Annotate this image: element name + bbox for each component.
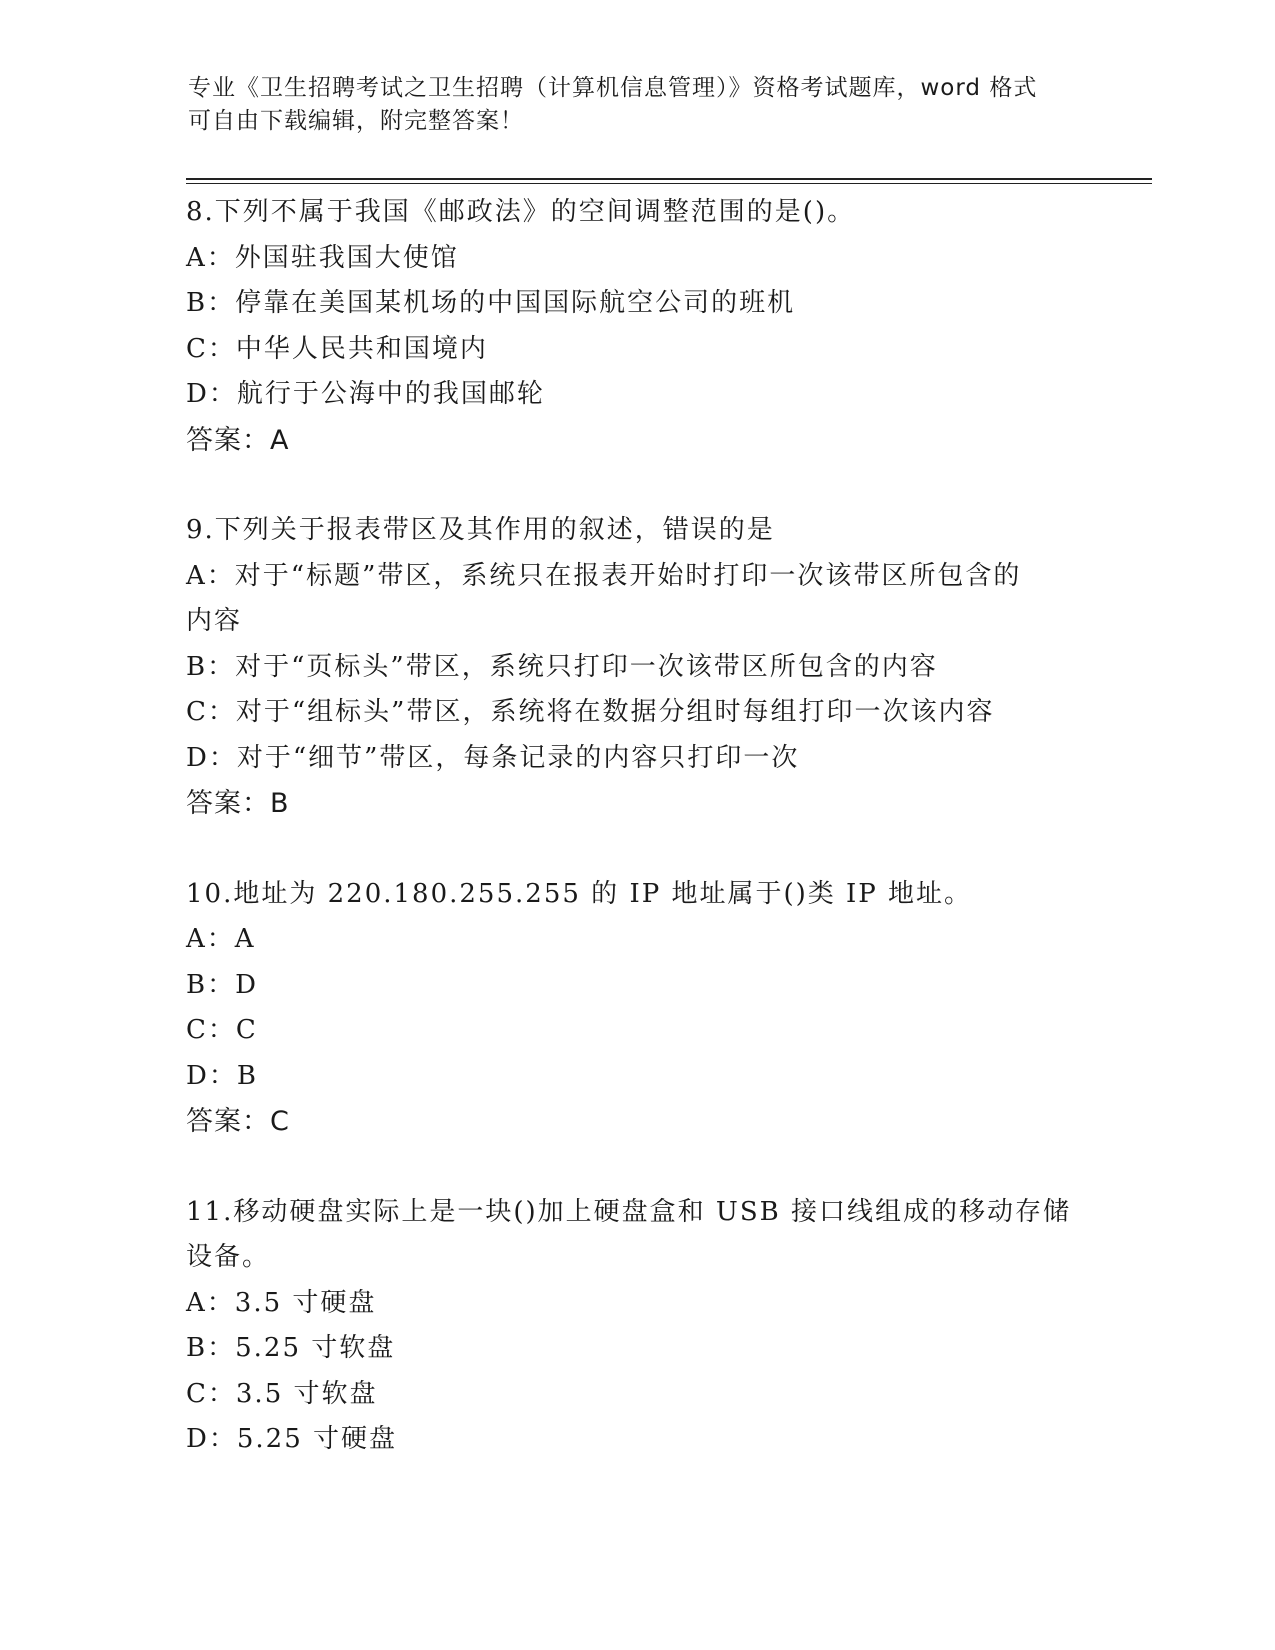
- answer-option: D：5.25 寸硬盘: [186, 1424, 398, 1454]
- question-stem: 9.下列关于报表带区及其作用的叙述，错误的是: [186, 515, 775, 545]
- answer-option: C：3.5 寸软盘: [186, 1378, 378, 1409]
- answer-key: 答案：A: [186, 424, 290, 456]
- answer-option: D：B: [186, 1060, 258, 1091]
- header-line-2: 可自由下载编辑，附完整答案！: [188, 108, 524, 134]
- answer-option: B：对于“页标头”带区，系统只打印一次该带区所包含的内容: [186, 651, 938, 682]
- question-stem: 8.下列不属于我国《邮政法》的空间调整范围的是()。: [186, 197, 856, 227]
- answer-option: C：对于“组标头”带区，系统将在数据分组时每组打印一次该内容: [186, 697, 995, 727]
- header-line-1: 专业《卫生招聘考试之卫生招聘（计算机信息管理）》资格考试题库，word 格式: [188, 75, 1038, 101]
- question-stem: 设备。: [186, 1242, 271, 1272]
- header-rule-thin: [186, 183, 1152, 184]
- answer-option: A：A: [186, 924, 256, 954]
- question-block: [186, 872, 1086, 1145]
- answer-option: D：对于“细节”带区，每条记录的内容只打印一次: [186, 742, 800, 773]
- header-rule-thick: [186, 178, 1152, 180]
- answer-key: 答案：B: [186, 788, 290, 819]
- answer-option: A：3.5 寸硬盘: [186, 1287, 377, 1318]
- question-block: [186, 190, 1086, 463]
- question-stem: 10.地址为 220.180.255.255 的 IP 地址属于()类 IP 地址。: [186, 878, 973, 909]
- question-list: [186, 190, 1086, 1463]
- question-block: [186, 508, 1086, 827]
- answer-option: A：对于“标题”带区，系统只在报表开始时打印一次该带区所包含的: [186, 560, 1022, 591]
- answer-option: C：C: [186, 1015, 258, 1045]
- document-header: [188, 72, 1088, 138]
- answer-option: D：航行于公海中的我国邮轮: [186, 379, 545, 409]
- answer-option: B：停靠在美国某机场的中国国际航空公司的班机: [186, 288, 796, 318]
- answer-option: A：外国驻我国大使馆: [186, 242, 459, 273]
- question-stem: 11.移动硬盘实际上是一块()加上硬盘盒和 USB 接口线组成的移动存储: [186, 1196, 1071, 1227]
- answer-option: B：5.25 寸软盘: [186, 1333, 396, 1363]
- answer-option: C：中华人民共和国境内: [186, 333, 488, 364]
- answer-option: 内容: [186, 606, 243, 636]
- answer-key: 答案：C: [186, 1106, 290, 1137]
- question-block: [186, 1190, 1086, 1463]
- answer-option: B：D: [186, 969, 258, 1000]
